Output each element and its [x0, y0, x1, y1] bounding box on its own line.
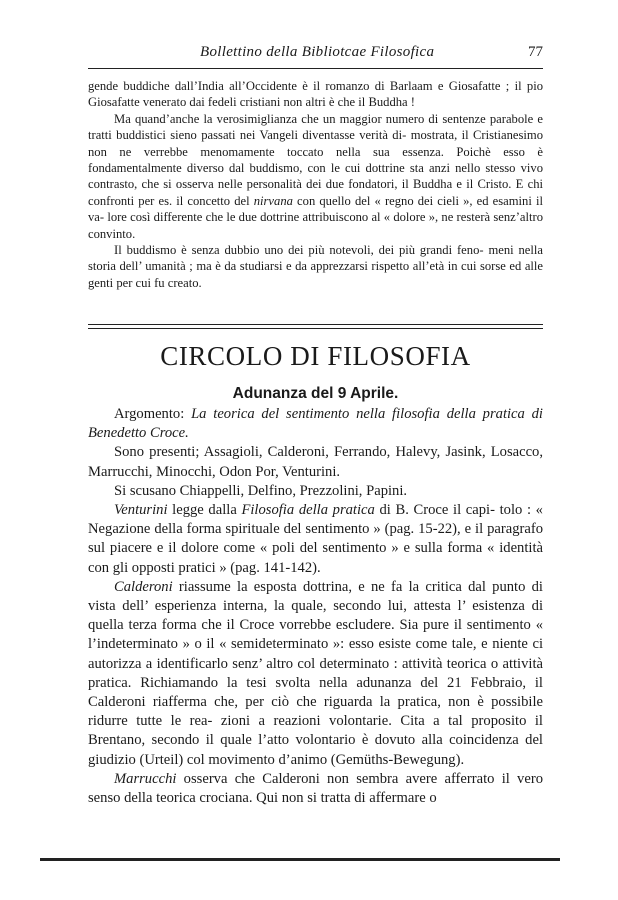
argomento-paragraph [88, 405, 543, 443]
section-divider [88, 324, 543, 329]
page-number: 77 [528, 44, 543, 60]
calderoni-paragraph [88, 578, 543, 770]
meeting-title: Adunanza del 9 Aprile. [232, 385, 399, 402]
page-header [88, 44, 543, 64]
speaker-marrucchi: Marrucchi [114, 770, 177, 787]
meeting-minutes [88, 405, 543, 808]
intro-paragraph-2-b: con quello del « regno dei cieli », ed esamini il va- lore così differente che le due dottrine attribuiscono al « dolore », ne resterà senz’altro convinto. [88, 193, 543, 241]
speaker-venturini: Venturini [114, 502, 168, 519]
attendees-paragraph: Sono presenti; Assagioli, Calderoni, Ferrando, Halevy, Jasink, Losacco, Marrucchi, Minocchi, Odon Por, Venturini. [88, 444, 543, 480]
calderoni-text: riassume la esposta dottrina, e ne fa la critica dal punto di vista dell’ esperienza interna, la quale, secondo lui, attesta l’ esistenza di quella terza forma che il Croce vorrebbe escludere. Sia pure il sentimento « l’indeterminato » o il « semideterminato »: esso esiste come tale, e niente ci autorizza a identificarlo senz’ altro col determinato : attività teorica o attività pratica. Richiamando la tesi svolta nella adunanza del 21 Febbraio, il Calderoni riafferma che, per ciò che riguarda la pratica, non è possibile ridurre tutte le rea- zioni a reazioni volontarie. Cita a tal proposito il Brentano, secondo il quale l’atto volontario è dovuto alla coincidenza del giudizio (Urteil) col movimento d’animo (Gemüths-Bewegung). [88, 578, 543, 768]
book-title: Filosofia della pratica [241, 502, 375, 519]
venturini-text-b: di B. Croce il capi- tolo : « Negazione della forma spirituale del sentimento » (pag. 15-22), e il paragrafo sul piacere e il dolore come « poli del sentimento » e sulla forma « identità con gli opposti pratici » (pag. 141-142). [88, 502, 543, 576]
marrucchi-paragraph [88, 770, 543, 808]
intro-paragraph-3: Il buddismo è senza dubbio uno dei più notevoli, dei più grandi feno- meni nella storia dell’ umanità ; ma è da studiarsi e da apprezzarsi rispetto all’età in cui sorse ed alle genti per cui fu creato. [88, 243, 543, 290]
argomento-label: Argomento: [114, 406, 192, 422]
buddhism-article-end [88, 78, 543, 291]
nirvana-term: nirvana [253, 193, 293, 208]
apologies-paragraph: Si scusano Chiappelli, Delfino, Prezzolini, Papini. [114, 482, 408, 499]
header-rule [88, 68, 543, 69]
marrucchi-text: osserva che Calderoni non sembra avere afferrato il vero senso della teorica crociana. Qui non si tratta di affermare o [88, 770, 543, 807]
argomento-title: La teorica del sentimento nella filosofia della pratica di Benedetto Croce. [88, 406, 543, 442]
section-title: CIRCOLO DI FILOSOFIA [160, 341, 471, 371]
venturini-paragraph [88, 501, 543, 578]
footer-rule [40, 858, 560, 861]
intro-paragraph-1: gende buddiche dall’India all’Occidente è il romanzo di Barlaam e Giosafatte ; il pio Giosafatte venerato dai fedeli cristiani non altri è che il Buddha ! [88, 79, 543, 110]
venturini-text-a: legge dalla [167, 502, 242, 519]
running-title: Bollettino della Bibliotcae Filosofica [200, 44, 435, 60]
intro-paragraph-2 [88, 111, 543, 242]
intro-paragraph-2-a: Ma quand’anche la verosimiglianza che un maggior numero di sentenze parabole e tratti buddistici sieno passati nei Vangeli diventasse verità di- mostrata, il Cristianesimo non ne verrebbe menomamente toccato nella sua essenza. Poichè esso è fondamentalmente diverso dal buddismo, con le cui dottrine sta anzi nello stesso vivo contrasto, che si osserva nelle personalità dei due fondatori, il Buddha e il Cristo. E chi confronti per es. il concetto del [88, 111, 543, 208]
speaker-calderoni: Calderoni [114, 578, 173, 595]
